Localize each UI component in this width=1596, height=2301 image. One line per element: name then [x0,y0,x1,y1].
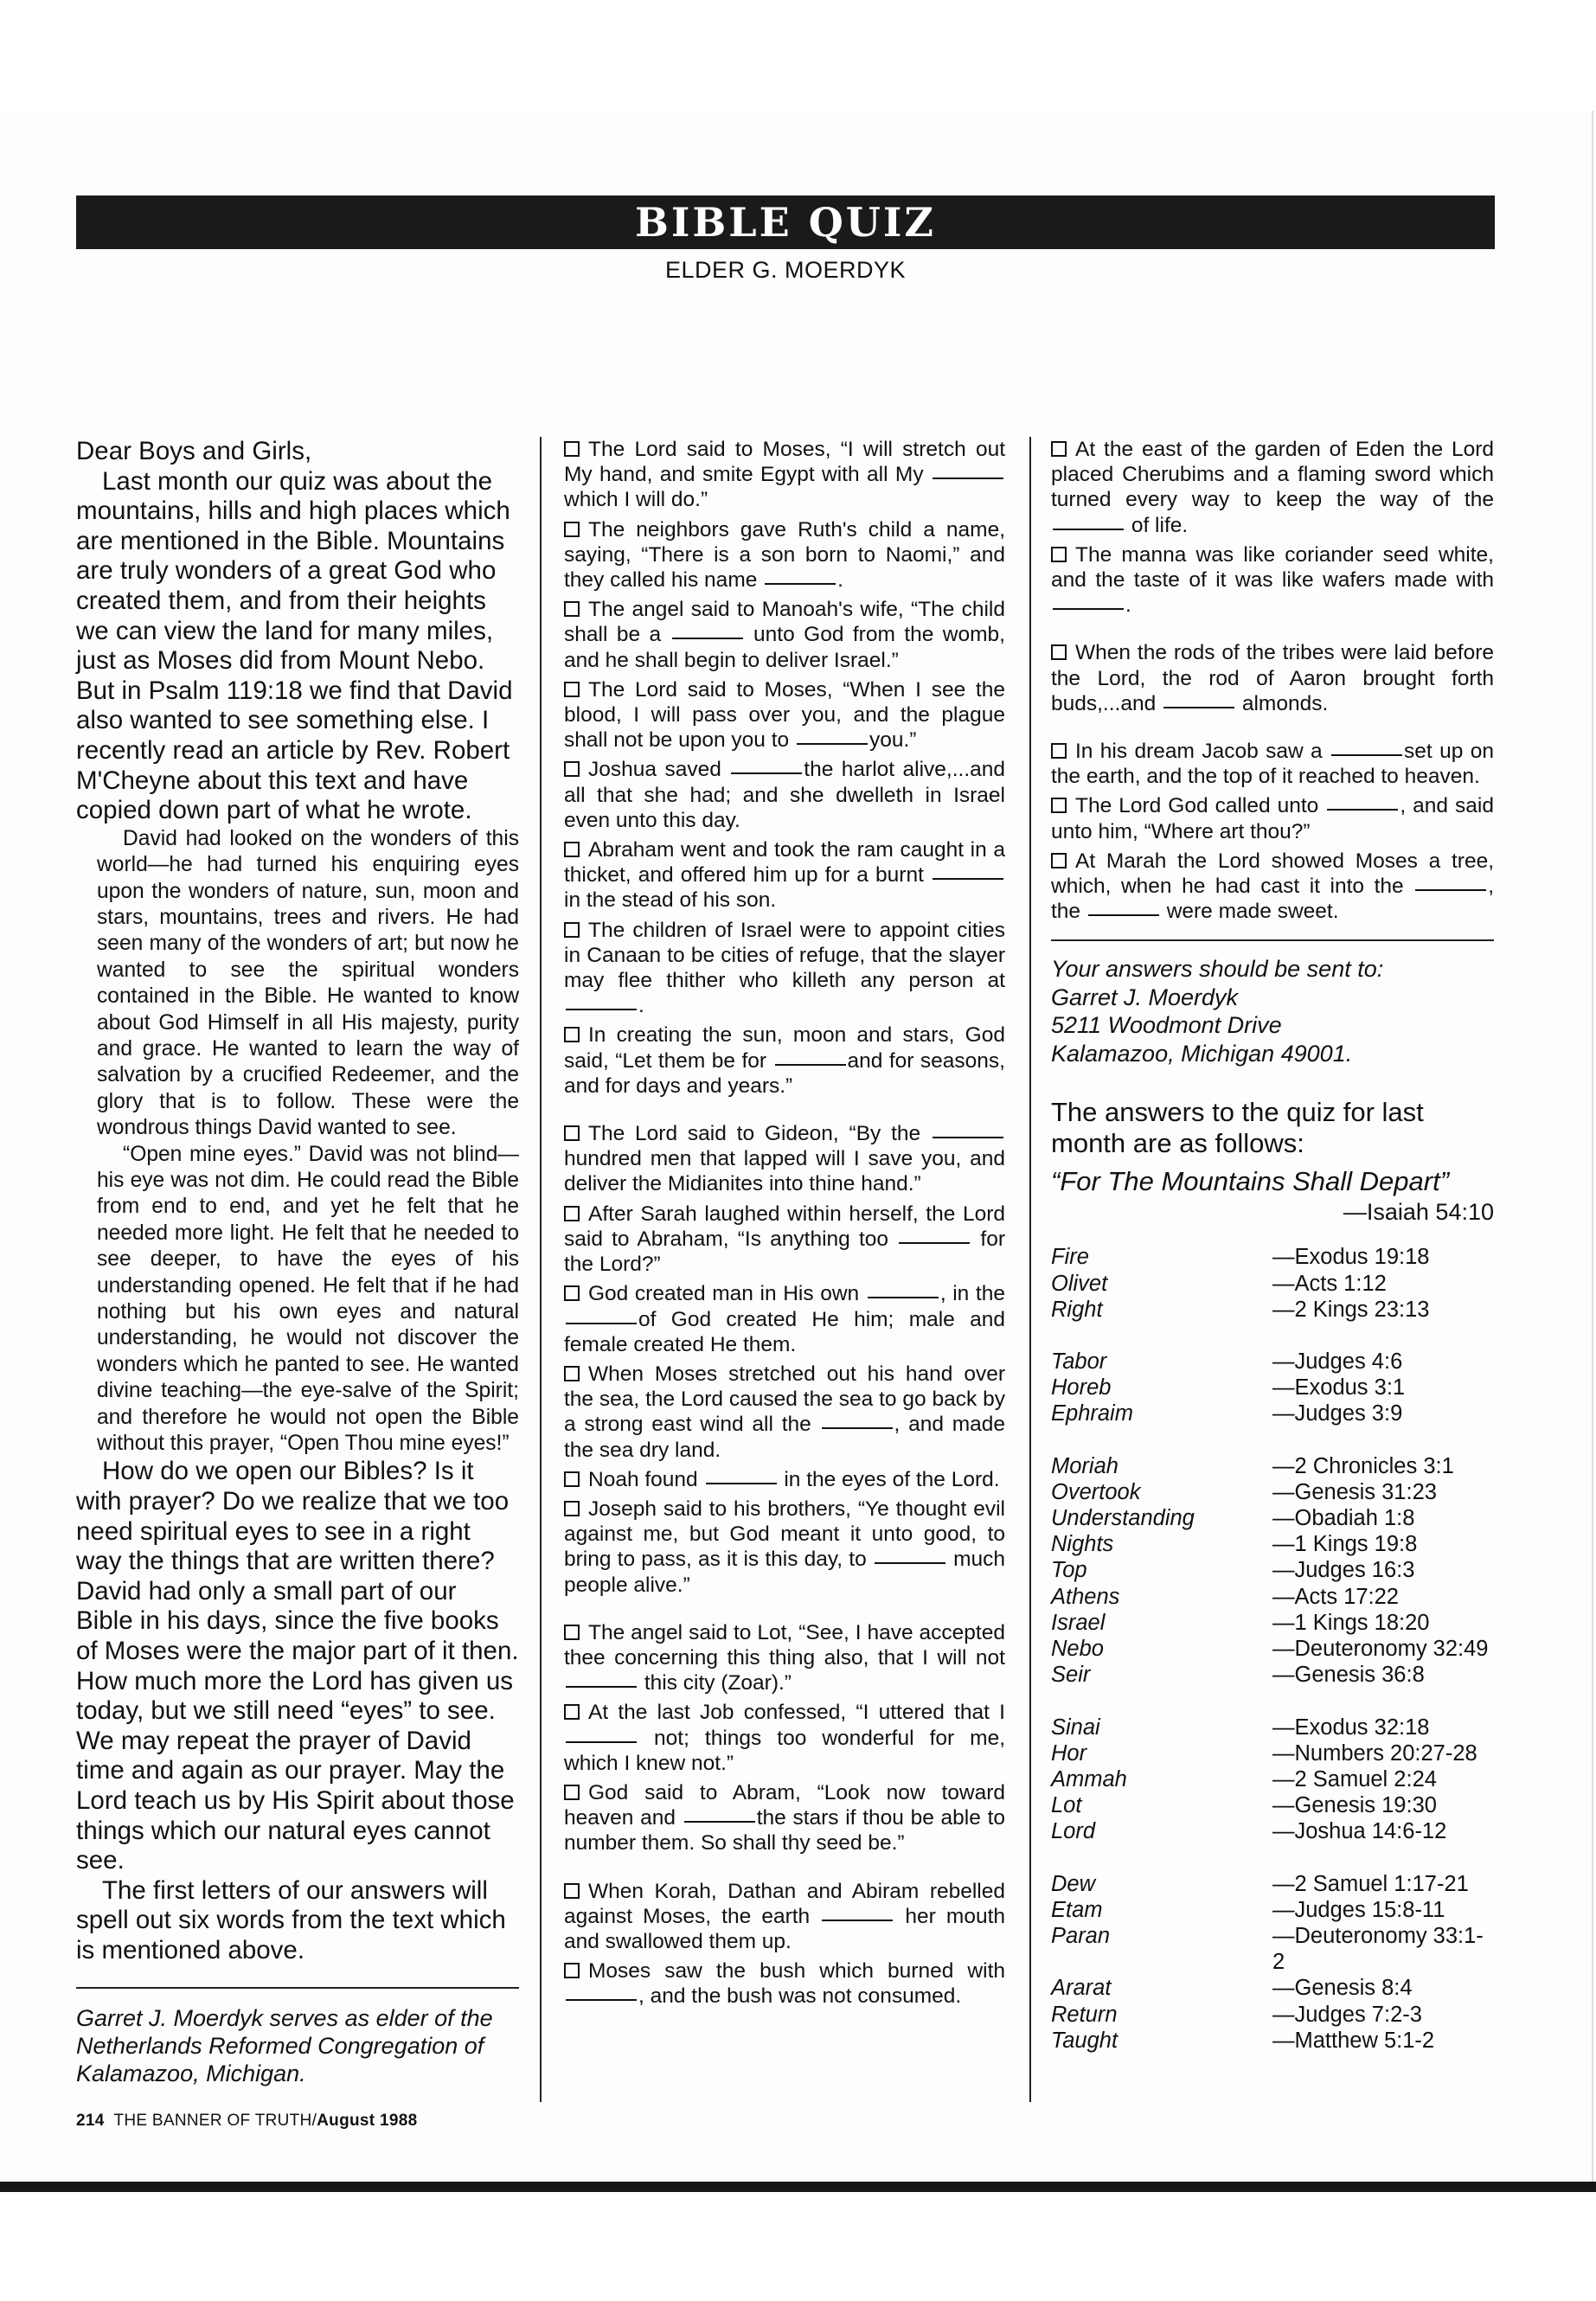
author-byline: ELDER G. MOERDYK [664,257,907,283]
answer-row [1051,1923,1494,1975]
quiz-question: The angel said to Lot, “See, I have accepted thee concerning this thing also, that I will not this city (Zoar).” [564,1620,1005,1695]
address-name: Garret J. Moerdyk [1051,984,1239,1010]
answer-blank [1327,808,1398,811]
answer-verse: —2 Kings 23:13 [1272,1297,1430,1322]
answer-blank [933,477,1003,479]
answer-row [1051,1531,1494,1557]
quiz-question: The Lord said to Moses, “When I see the blood, I will pass over you, and the plague shall not be upon you to you.” [564,677,1005,753]
answer-verse: —Joshua 14:6-12 [1272,1819,1447,1844]
answer-word: Return [1051,2002,1118,2027]
answer-row [1051,1271,1494,1297]
answer-word: Sinai [1051,1715,1100,1740]
answer-verse: —Deuteronomy 32:49 [1272,1637,1489,1662]
quiz-question: God said to Abram, “Look now toward heaven and the stars if thou be able to number them. So shall thy seed be.” [564,1780,1005,1856]
answer-row [1051,1871,1494,1897]
answer-word: Moriah [1051,1453,1118,1478]
letter-paragraph: The first letters of our answers will spell out six words from the text which is mentioned above. [76,1875,506,1965]
quote-paragraph: “Open mine eyes.” David was not blind—his eye was not dim. He could read the Bible from end to end, and yet he felt that he needed more light. He felt that he needed to see deeper, to have the eyes of his understanding opened. He felt that if he had nothing but his own eyes and natural understanding, he would not discover the wonders which he panted to see. He wanted divine teaching—the eye-salve of the Spirit; and therefore he would not open the Bible without this prayer, “Open Thou mine eyes!” [97,1142,519,1456]
answer-row [1051,1349,1494,1375]
answer-word: Top [1051,1558,1087,1583]
answer-word: Israel [1051,1610,1106,1635]
quote-paragraph: David had looked on the wonders of this world—he had turned his enquiring eyes upon the wonders of nature, sun, moon and stars, mountains, trees and rivers. He had seen many of the wonders of art; but now he wanted to see the spiritual wonders contained in the Bible. He wanted to know about God Himself in all His majesty, purity and grace. He wanted to learn the way of salvation by a crucified Redeemer, and the glory that is to follow. These were the wondrous things David wanted to see. [97,826,519,1140]
quiz-question: The Lord said to Gideon, “By the hundred men that lapped will I save you, and deliver the Midianites into thine hand.” [564,1122,1005,1196]
answer-word: Right [1051,1297,1103,1322]
answer-word: Ammah [1051,1766,1127,1791]
answer-verse: —Judges 7:2-3 [1272,2002,1422,2027]
answer-word: Tabor [1051,1349,1107,1375]
quiz-question: The manna was like coriander seed white, and the taste of it was like wafers made with . [1051,542,1494,618]
quiz-question: When Moses stretched out his hand over the sea, the Lord caused the sea to go back by a strong east wind all the , and made the sea dry land. [564,1362,1005,1462]
answer-blank [899,1241,970,1244]
answer-blank [933,1136,1003,1138]
group-gap [1051,1845,1494,1871]
top-margin [0,0,1596,111]
answer-row [1051,1557,1494,1583]
quiz-question: Joshua saved the harlot alive,...and all that she had; and she dwelleth in Israel even unto this day. [564,758,1006,832]
group-gap [1051,1323,1494,1349]
page-title: BIBLE QUIZ [76,195,1495,249]
quiz-question: The neighbors gave Ruth's child a name, saying, “There is a son born to Naomi,” and they called his name . [564,517,1005,593]
page-footer [76,2112,417,2131]
group-gap [1051,1427,1494,1453]
page-number: 214 [76,2112,105,2130]
answer-blank [684,1820,755,1823]
answer-row [1051,1766,1494,1792]
answer-row [1051,1453,1494,1479]
answer-verse: —Exodus 3:1 [1272,1375,1406,1400]
answer-verse: —Numbers 20:27-28 [1272,1740,1477,1766]
checkbox-icon [1051,853,1067,868]
publication-name: THE BANNER OF TRUTH/ [113,2112,317,2130]
letter-column [76,437,519,2087]
answer-blank [775,1063,846,1066]
answer-verse: —2 Samuel 2:24 [1272,1766,1437,1791]
checkbox-icon [564,441,580,457]
block-quote [97,826,519,1458]
column-rule [1029,437,1031,2102]
checkbox-icon [564,1471,580,1487]
quiz-column [564,437,1005,2014]
answer-word: Ararat [1051,1976,1112,2001]
answer-row [1051,1740,1494,1766]
answer-verse: —Deuteronomy 33:1-2 [1272,1923,1484,1975]
quiz-question: Abraham went and took the ram caught in a thicket, and offered him up for a burnt in the stead of his son. [564,838,1005,913]
answer-word: Athens [1051,1584,1120,1609]
answer-blank [672,637,743,639]
answer-blank [1053,528,1124,530]
answer-row [1051,1505,1494,1531]
address-intro: Your answers should be sent to: [1051,956,1384,983]
answer-row [1051,2028,1494,2054]
checkbox-icon [564,1027,580,1042]
answer-row [1051,1975,1494,2001]
checkbox-icon [564,761,580,777]
address-street: 5211 Woodmont Drive [1051,1012,1282,1039]
answer-blank [765,582,836,585]
answers-theme: “For The Mountains Shall Depart” [1051,1166,1450,1197]
column-rule [540,437,542,2102]
answer-verse: —Judges 3:9 [1272,1401,1403,1426]
answer-row [1051,1479,1494,1505]
checkbox-icon [564,1785,580,1800]
answer-verse: —Exodus 32:18 [1272,1715,1430,1740]
quiz-question: In creating the sun, moon and stars, God said, “Let them be for and for seasons, and for days and years.” [564,1023,1005,1098]
answer-verse: —Genesis 31:23 [1272,1479,1437,1504]
checkbox-icon [564,1206,580,1221]
answer-row [1051,1818,1494,1844]
answer-word: Seir [1051,1663,1091,1688]
answer-word: Dew [1051,1871,1096,1896]
address-city: Kalamazoo, Michigan 49001. [1051,1040,1353,1067]
checkbox-icon [564,842,580,857]
checkbox-icon [1051,743,1067,759]
answer-word: Etam [1051,1897,1103,1922]
answer-row [1051,1375,1494,1400]
answer-verse: —Obadiah 1:8 [1272,1506,1415,1531]
checkbox-icon [564,1366,580,1381]
checkbox-icon [564,1883,580,1899]
answer-verse: —Judges 4:6 [1272,1349,1403,1375]
answer-blank [566,1740,637,1743]
bottom-rule [0,2182,1596,2192]
answer-blank [1331,753,1402,756]
page-edge [1592,111,1593,2182]
quiz-question: Noah found in the eyes of the Lord. [564,1467,1005,1492]
answer-verse: —1 Kings 19:8 [1272,1532,1418,1557]
answer-row [1051,1244,1494,1270]
answer-verse: —Acts 1:12 [1272,1271,1387,1296]
answer-row [1051,1715,1494,1740]
answer-word: Olivet [1051,1271,1108,1296]
answer-verse: —Genesis 8:4 [1272,1976,1413,2001]
answer-word: Lord [1051,1819,1096,1844]
answer-verse: —Matthew 5:1-2 [1272,2028,1435,2053]
answer-blank [731,772,802,774]
answer-row [1051,1400,1494,1426]
checkbox-icon [564,601,580,617]
salutation: Dear Boys and Girls, [76,437,312,465]
bottom-margin [0,2192,1596,2301]
answer-verse: —Exodus 19:18 [1272,1245,1430,1270]
answers-list [1051,1244,1494,2053]
answer-blank [1088,913,1159,916]
quiz-question: The children of Israel were to appoint cities in Canaan to be cities of refuge, that the slayer may flee thither who killeth any person at . [564,918,1005,1018]
answer-word: Taught [1051,2028,1118,2053]
answer-word: Understanding [1051,1506,1195,1531]
quiz-question: The Lord God called unto , and said unto him, “Where art thou?” [1051,794,1494,843]
answer-word: Fire [1051,1245,1089,1270]
answer-blank [797,742,868,745]
issue-date: August 1988 [317,2112,418,2130]
answer-blank [868,1296,939,1298]
answer-blank [875,1561,945,1564]
checkbox-icon [564,1285,580,1301]
checkbox-icon [1051,547,1067,562]
answer-verse: —Genesis 19:30 [1272,1793,1437,1818]
answer-row [1051,1792,1494,1818]
quiz-answers-column [1051,437,1494,2054]
divider [1051,939,1494,941]
answer-blank [933,877,1003,880]
quiz-question: When the rods of the tribes were laid before the Lord, the rod of Aaron brought forth buds,...and almonds. [1051,641,1494,715]
letter-intro: Last month our quiz was about the mountains, hills and high places which are mentioned in the Bible. Mountains are truly wonders of a great God who created them, and from their heights we can view the land for many miles, just as Moses did from Mount Nebo. But in Psalm 119:18 we find that David also wanted to see something else. I recently read an article by Rev. Robert M'Cheyne about this text and have copied down part of what he wrote. [76,466,513,825]
quiz-question: God created man in His own , in the of God created He him; male and female created He them. [564,1282,1005,1356]
group-gap [1051,1689,1494,1715]
letter-paragraph: How do we open our Bibles? Is it with prayer? Do we realize that we too need spiritual eyes to see in a right way the things that are written there? David had only a small part of our Bible in his days, since the five books of Moses were the major part of it then. How much more the Lord has given us today, but we still need “eyes” to see. We may repeat the prayer of David time and again as our prayer. May the Lord teach us by His Spirit about those things which our natural eyes cannot see. [76,1457,519,1875]
quiz-question: When Korah, Dathan and Abiram rebelled against Moses, the earth her mouth and swallowed them up. [564,1879,1006,1953]
quiz-question: At the last Job confessed, “I uttered that I not; things too wonderful for me, which I knew not.” [564,1701,1006,1775]
quiz-question: The Lord said to Moses, “I will stretch out My hand, and smite Egypt with all My which I will do.” [564,438,1005,512]
quiz-question: After Sarah laughed within herself, the Lord said to Abraham, “Is anything too for the Lord?” [564,1202,1006,1277]
checkbox-icon [1051,798,1067,813]
answer-word: Paran [1051,1923,1111,1948]
answer-word: Ephraim [1051,1401,1133,1426]
answer-row [1051,1662,1494,1688]
checkbox-icon [564,682,580,697]
answer-verse: —2 Samuel 1:17-21 [1272,1871,1469,1896]
answer-verse: —Judges 15:8-11 [1272,1897,1445,1922]
quiz-question: At the east of the garden of Eden the Lord placed Cherubims and a flaming sword which turned every way to keep the way of the of life. [1051,438,1494,537]
checkbox-icon [1051,644,1067,660]
answer-row [1051,1297,1494,1323]
answer-blank [566,1685,637,1688]
answer-blank [566,1008,637,1010]
answer-blank [1163,706,1234,708]
answer-word: Nights [1051,1532,1114,1557]
author-bio: Garret J. Moerdyk serves as elder of the Netherlands Reformed Congregation of Kalamazoo, Michigan. [76,2004,493,2086]
checkbox-icon [564,1704,580,1720]
answer-row [1051,2002,1494,2028]
checkbox-icon [564,522,580,537]
checkbox-icon [564,1963,580,1978]
checkbox-icon [1051,441,1067,457]
answer-row [1051,1584,1494,1610]
answer-blank [822,1919,893,1921]
checkbox-icon [564,1625,580,1640]
checkbox-icon [564,922,580,938]
answer-blank [706,1482,777,1484]
answer-verse: —Genesis 36:8 [1272,1663,1425,1688]
quiz-question: At Marah the Lord showed Moses a tree, which, when he had cast it into the , the were made sweet. [1051,849,1494,924]
answer-word: Overtook [1051,1479,1141,1504]
checkbox-icon [564,1125,580,1141]
quiz-question: Moses saw the bush which burned with , and the bush was not consumed. [564,1958,1005,2009]
answer-blank [822,1426,893,1429]
answer-word: Lot [1051,1793,1082,1818]
quiz-question: In his dream Jacob saw a set up on the earth, and the top of it reached to heaven. [1051,740,1494,789]
answer-verse: —Judges 16:3 [1272,1558,1415,1583]
answers-intro: The answers to the quiz for last month are as follows: [1051,1097,1424,1159]
answer-blank [1415,888,1486,891]
answers-theme-reference: —Isaiah 54:10 [1343,1199,1494,1226]
answer-word: Horeb [1051,1375,1112,1400]
quiz-question: The angel said to Manoah's wife, “The child shall be a unto God from the womb, and he shall begin to deliver Israel.” [564,598,1005,672]
answer-row [1051,1897,1494,1923]
answer-verse: —Acts 17:22 [1272,1584,1399,1609]
answer-blank [566,1998,637,2001]
answer-word: Nebo [1051,1637,1104,1662]
checkbox-icon [564,1501,580,1516]
divider [76,1987,519,1989]
quiz-question: Joseph said to his brothers, “Ye thought evil against me, but God meant it unto good, to bring to pass, as it is this day, to much people alive.” [564,1497,1006,1597]
answer-word: Hor [1051,1740,1087,1766]
answer-blank [1053,607,1124,610]
answer-blank [566,1322,637,1324]
answer-row [1051,1610,1494,1636]
answer-verse: —2 Chronicles 3:1 [1272,1453,1454,1478]
answer-verse: —1 Kings 18:20 [1272,1610,1430,1635]
answer-row [1051,1636,1494,1662]
